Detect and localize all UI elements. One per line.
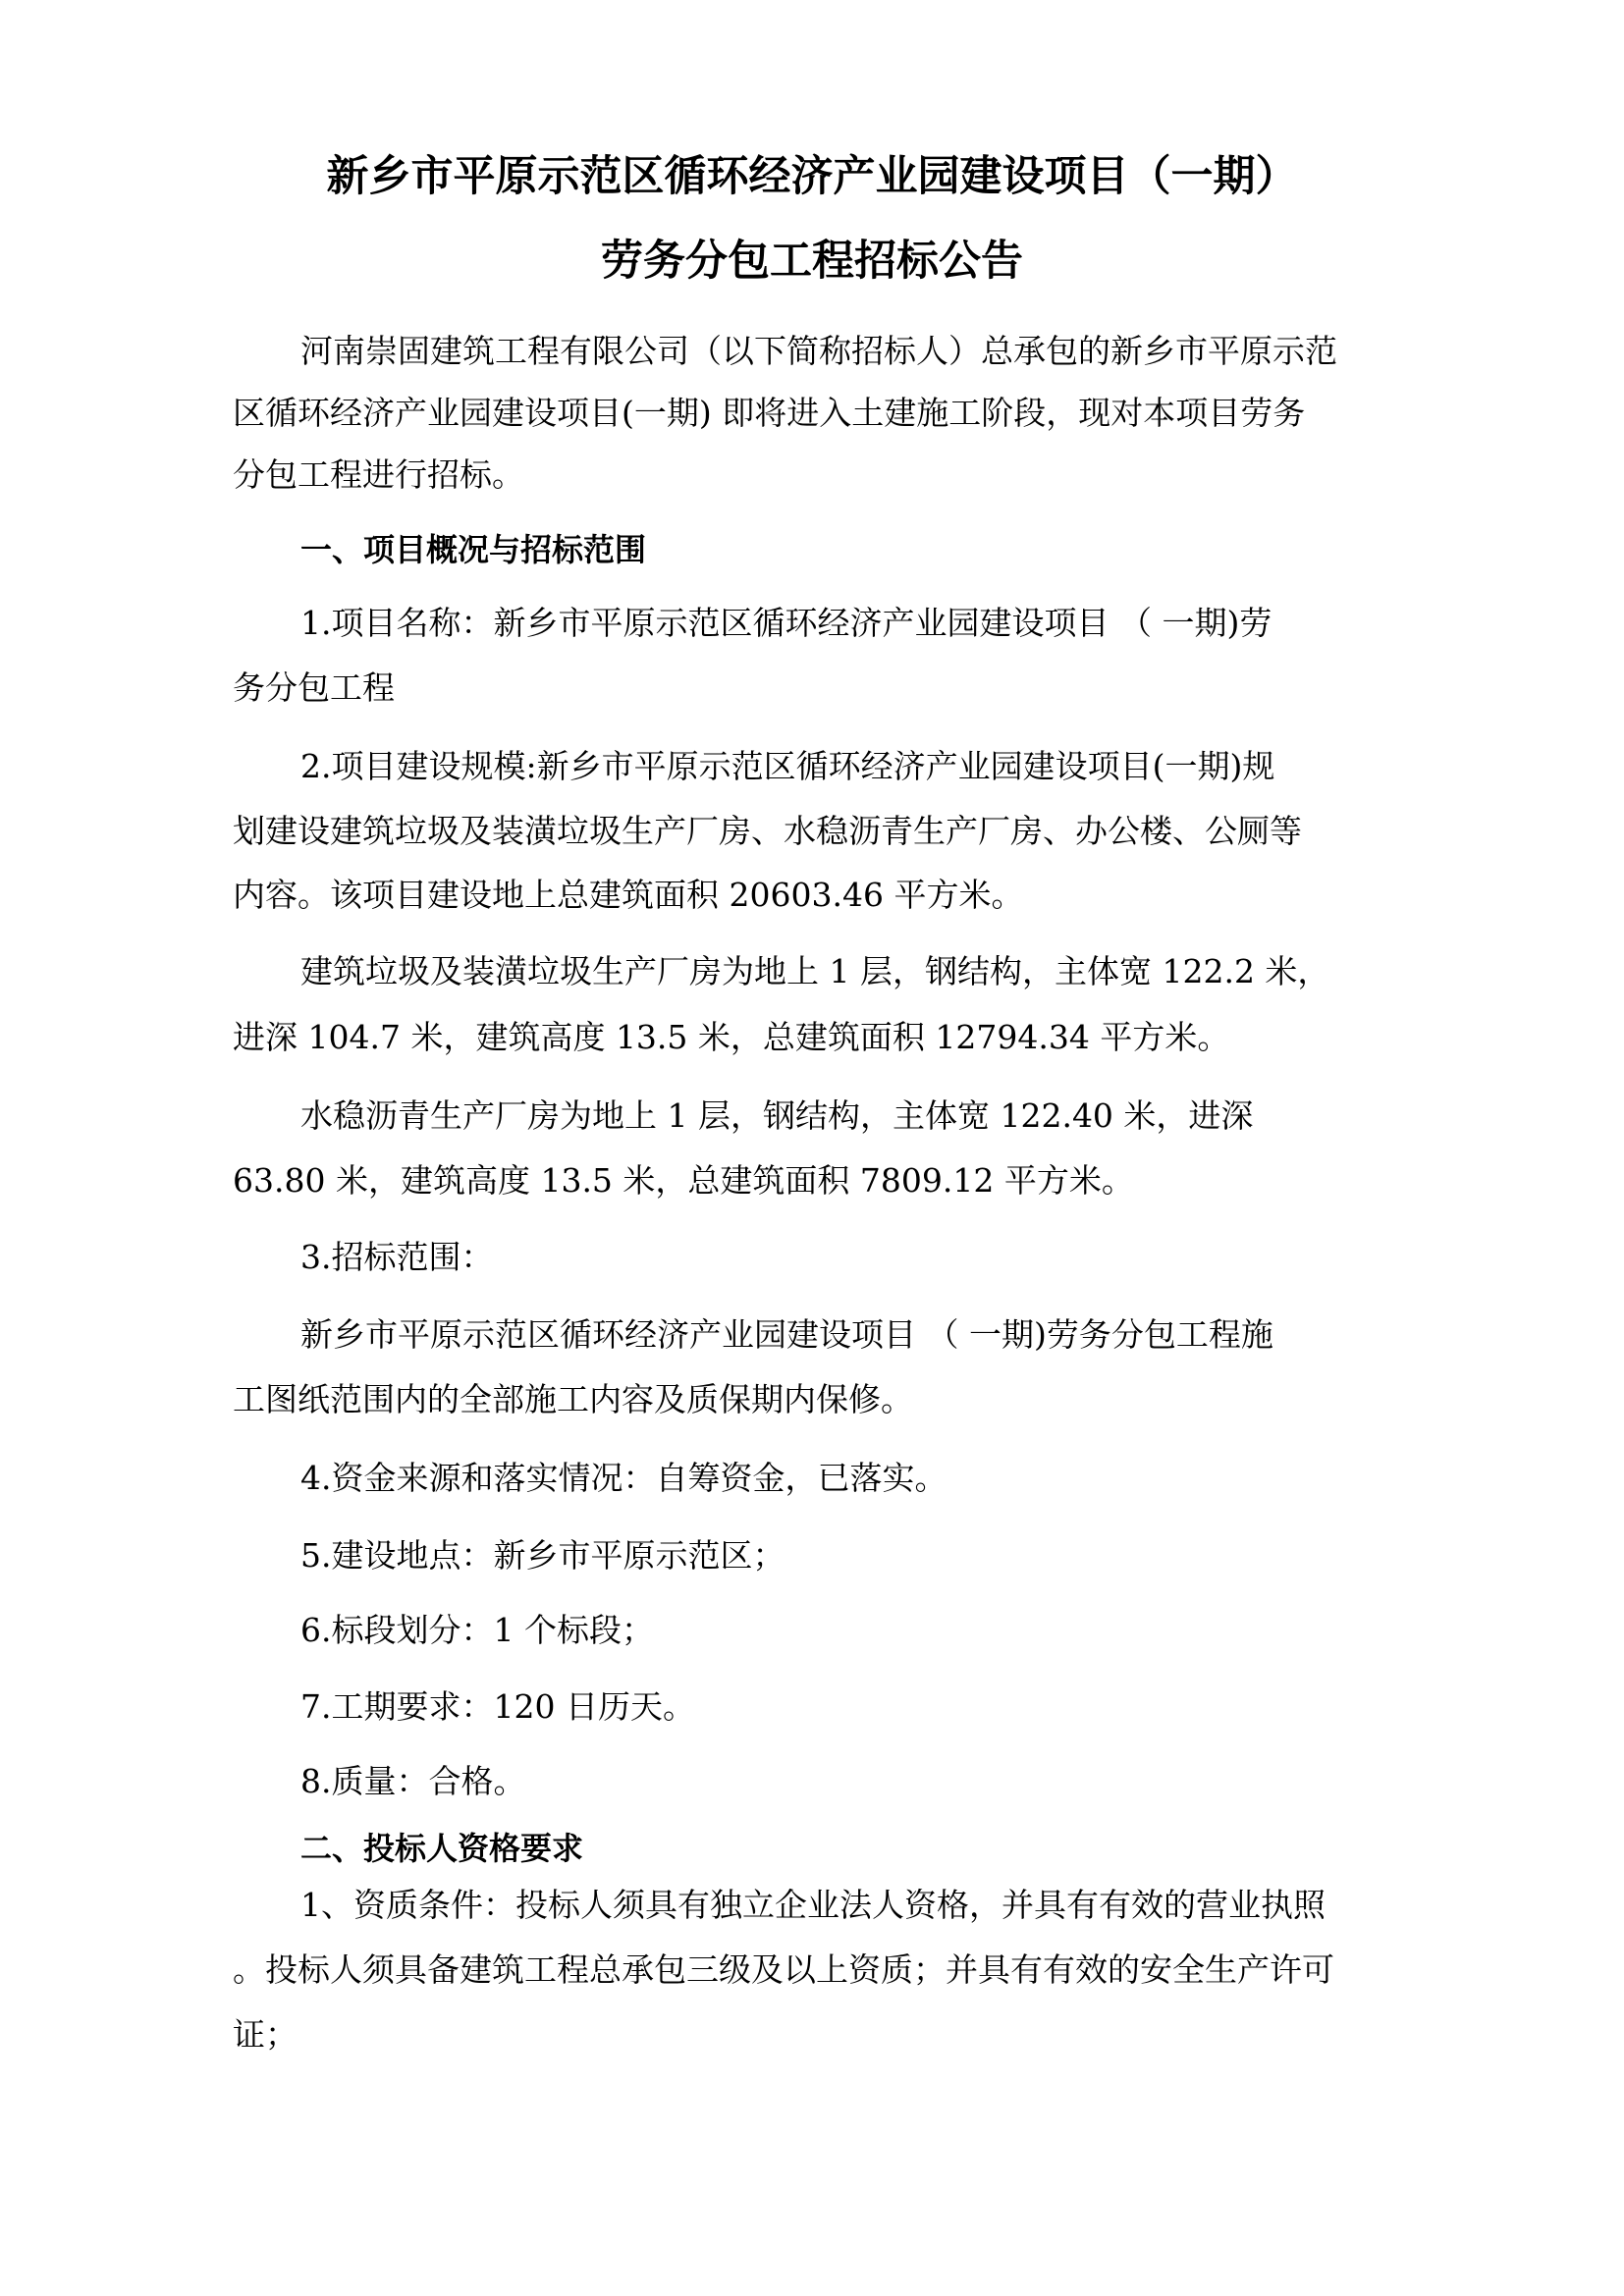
item2-p2-line-2: 进深 104.7 米，建筑高度 13.5 米，总建筑面积 12794.34 平方米。 xyxy=(233,1018,1230,1056)
item6: 6.标段划分：1 个标段； xyxy=(300,1611,654,1649)
item3-label: 3.招标范围： xyxy=(300,1238,494,1276)
intro-line-1: 河南崇固建筑工程有限公司（以下简称招标人）总承包的新乡市平原示范 xyxy=(300,332,1337,370)
document-title-line2: 劳务分包工程招标公告 xyxy=(601,237,1023,286)
item5: 5.建设地点：新乡市平原示范区； xyxy=(300,1536,785,1575)
item8: 8.质量：合格。 xyxy=(300,1762,526,1800)
item2-p3-line-1: 水稳沥青生产厂房为地上 1 层，钢结构，主体宽 122.40 米，进深 xyxy=(300,1096,1254,1135)
item2-line-3: 内容。该项目建设地上总建筑面积 20603.46 平方米。 xyxy=(233,876,1024,914)
intro-line-3: 分包工程进行招标。 xyxy=(233,455,524,494)
document-title-line1: 新乡市平原示范区循环经济产业园建设项目（一期） xyxy=(326,152,1298,201)
req1-line-2: 。投标人须具备建筑工程总承包三级及以上资质；并具有有效的安全生产许可 xyxy=(233,1950,1334,1989)
item4: 4.资金来源和落实情况：自筹资金，已落实。 xyxy=(300,1459,947,1497)
item1-line-2: 务分包工程 xyxy=(233,668,395,707)
item3-body-line-2: 工图纸范围内的全部施工内容及质保期内保修。 xyxy=(233,1380,913,1418)
item2-p2-line-1: 建筑垃圾及装潢垃圾生产厂房为地上 1 层，钢结构，主体宽 122.2 米， xyxy=(300,952,1330,990)
section-heading-overview: 一、项目概况与招标范围 xyxy=(300,531,647,568)
intro-line-2: 区循环经济产业园建设项目(一期) 即将进入土建施工阶段，现对本项目劳务 xyxy=(233,394,1306,432)
item2-line-1: 2.项目建设规模:新乡市平原示范区循环经济产业园建设项目(一期)规 xyxy=(300,747,1275,785)
item3-body-line-1: 新乡市平原示范区循环经济产业园建设项目 （ 一期)劳务分包工程施 xyxy=(300,1315,1273,1354)
req1-line-3: 证； xyxy=(233,2015,298,2054)
req1-line-1: 1、资质条件：投标人须具有独立企业法人资格，并具有有效的营业执照 xyxy=(300,1886,1326,1924)
item2-line-2: 划建设建筑垃圾及装潢垃圾生产厂房、水稳沥青生产厂房、办公楼、公厕等 xyxy=(233,812,1302,850)
item7: 7.工期要求：120 日历天。 xyxy=(300,1687,695,1726)
item2-p3-line-2: 63.80 米，建筑高度 13.5 米，总建筑面积 7809.12 平方米。 xyxy=(233,1161,1134,1200)
item1-line-1: 1.项目名称：新乡市平原示范区循环经济产业园建设项目 （ 一期)劳 xyxy=(300,604,1272,642)
section-heading-qualifications: 二、投标人资格要求 xyxy=(300,1830,584,1867)
